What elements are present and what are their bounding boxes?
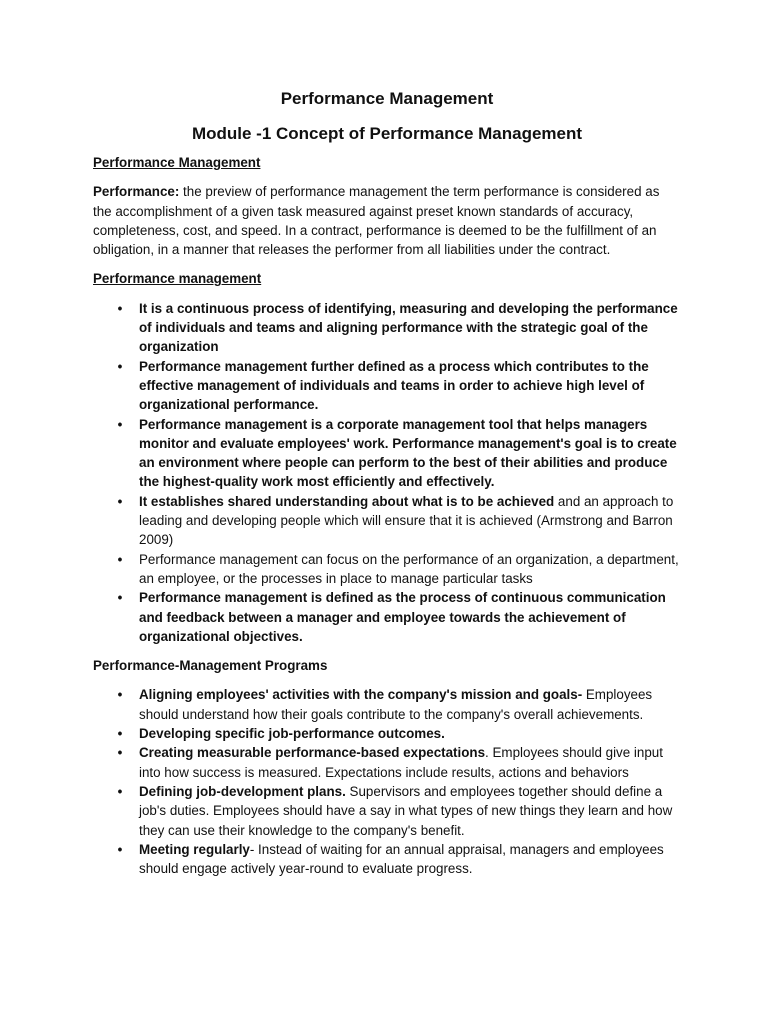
performance-term: Performance:: [93, 184, 180, 200]
list-item-bold-text: Defining job-development plans.: [139, 783, 346, 799]
section-heading-programs: Performance-Management Programs: [93, 658, 328, 674]
list-item-text: Performance management can focus on the performance of an organization, a department, an employee, or the processes in place to manage particular tasks: [139, 551, 679, 586]
list-item-text: Supervisors and employees together should define a job's duties. Employees should have a say in what types of new things they learn and how they can use their knowledge to the company's benefit.: [139, 783, 673, 838]
list-item-bold-text: Performance management is a corporate management tool that helps managers monitor and evaluate employees' work. Performance management's goal is to create an environment where people can perform to the best of their abilities and produce the highest-quality work most efficiently and effectively.: [139, 416, 677, 490]
performance-definition-text: the preview of performance management the term performance is considered as the accomplishment of a given task measured against preset known standards of accuracy, completeness, cost, and speed. In a contract, performance is deemed to be the fulfillment of an obligation, in a manner that releases the performer from all liabilities under the contract.: [93, 184, 660, 258]
list-item-text: Employees should understand how their goals contribute to the company's overall achievements.: [139, 687, 653, 722]
list-item: [93, 299, 681, 357]
list-item: [93, 840, 681, 879]
list-item-bold-text: It establishes shared understanding about what is to be achieved: [139, 493, 555, 509]
programs-list: [93, 685, 681, 878]
list-item-bold-text: Developing specific job-performance outcomes.: [139, 726, 445, 742]
list-item-bold-text: Aligning employees' activities with the company's mission and goals-: [139, 687, 583, 703]
list-item-bold-text: It is a continuous process of identifying, measuring and developing the performance of individuals and teams and aligning performance with the strategic goal of the organization: [139, 300, 678, 355]
bullet-icon: •: [117, 687, 123, 703]
module-title: Module -1 Concept of Performance Management: [191, 124, 583, 143]
list-item-text: - Instead of waiting for an annual appraisal, managers and employees should engage actively year-round to evaluate progress.: [139, 841, 664, 877]
bullet-icon: •: [117, 745, 123, 761]
document-body: [93, 88, 681, 888]
list-item: [93, 724, 681, 743]
list-item-bold-text: Performance management further defined as a process which contributes to the effective management of individuals and teams in order to achieve high level of organizational performance.: [139, 358, 649, 413]
bullet-icon: •: [117, 590, 123, 606]
list-item: [93, 357, 681, 415]
bullet-icon: •: [117, 783, 123, 799]
performance-definition-paragraph: [93, 182, 681, 259]
bullet-icon: •: [117, 841, 123, 857]
list-item: [93, 685, 681, 724]
list-item-text: and an approach to leading and developing people which will ensure that it is achieved (Armstrong and Barron 2009): [139, 493, 674, 548]
bullet-icon: •: [117, 493, 123, 509]
bullet-icon: •: [117, 416, 123, 432]
bullet-icon: •: [117, 551, 123, 567]
list-item-bold-text: Performance management is defined as the process of continuous communication and feedback between a manager and employee towards the achievement of organizational objectives.: [139, 590, 666, 644]
list-item: [93, 743, 681, 782]
section-heading-performance-management: Performance Management: [93, 155, 261, 170]
list-item: [93, 415, 681, 492]
bullet-icon: •: [117, 300, 123, 316]
bullet-icon: •: [117, 726, 123, 742]
list-item: [93, 782, 681, 840]
list-item-text: . Employees should give input into how success is measured. Expectations include results, actions and behaviors: [139, 745, 663, 780]
bullet-icon: •: [117, 358, 123, 374]
list-item-bold-text: Creating measurable performance-based expectations: [139, 745, 486, 761]
list-item: [93, 492, 681, 550]
document-title: Performance Management: [280, 89, 494, 108]
list-item-bold-text: Meeting regularly: [139, 841, 250, 857]
performance-management-list: [93, 299, 681, 646]
list-item: [93, 550, 681, 589]
list-item: [93, 588, 681, 646]
section-heading-performance-management-list: Performance management: [93, 271, 262, 287]
